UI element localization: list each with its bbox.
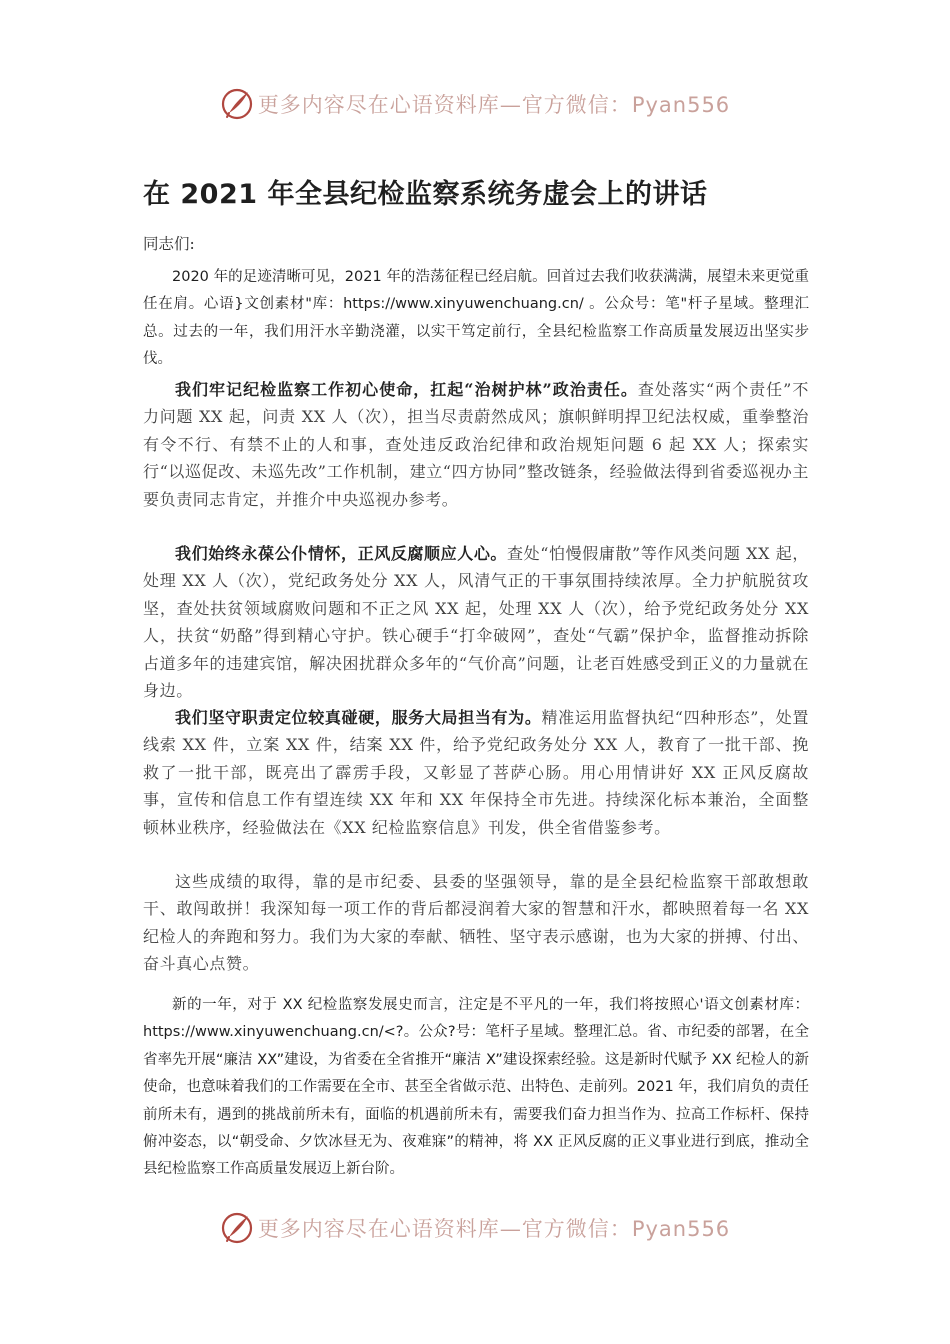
footer-banner — [0, 1206, 950, 1250]
paragraph-lead: 我们始终永葆公仆情怀，正风反腐顺应人心。 — [175, 544, 508, 563]
paragraph-text: 查处“怕慢假庸散”等作风类问题 XX 起，处理 XX 人（次），党纪政务处分 XX 人，风清气正的干事氛围持续浓厚。全力护航脱贫攻坚，查处扶贫领域腐败问题和不正之风 XX 起，处理 XX 人（次），给予党纪政务处分 XX 人，扶贫“奶酪”得到精心守护。铁心硬手“打伞破网”，查处“气霸”保护伞，监督推动拆除占道多年的违建宾馆，解决困扰群众多年的“气价高”问题，让老百姓感受到正义的力量就在身边。 — [143, 544, 809, 701]
paragraph — [143, 264, 809, 368]
greeting: 同志们: — [143, 235, 195, 253]
paragraph — [143, 868, 809, 980]
paragraph — [143, 992, 809, 1184]
banner-account: Pyan556 — [631, 93, 731, 117]
paragraph-text: 这些成绩的取得，靠的是市纪委、县委的坚强领导，靠的是全县纪检监察干部敢想敢干、敢闯敢拼！我深知每一项工作的背后都浸润着大家的智慧和汗水，都映照着每一名 XX 纪检人的奔跑和努力。我们为大家的奉献、牺牲、坚守表示感谢，也为大家的拼搏、付出、奋斗真心点赞。 — [143, 872, 809, 974]
quill-logo-icon — [220, 1211, 254, 1245]
paragraph-text: 2020 年的足迹清晰可见，2021 年的浩荡征程已经启航。回首过去我们收获满满，展望未来更觉重任在肩。心语}文创素材"库：https://www.xinyuwenchuang.cn/ 。公众号：笔"杆子星域。整理汇总。过去的一年，我们用汗水辛勤浇灌，以实干笃定前行，全县纪检监察工作高质量发展迈出坚实步伐。 — [143, 269, 809, 368]
document-body — [143, 264, 809, 1196]
banner-dash: — — [499, 93, 522, 117]
paragraph-lead: 我们坚守职责定位较真碰硬，服务大局担当有为。 — [175, 708, 542, 727]
banner-text — [258, 89, 730, 119]
paragraph — [143, 376, 809, 528]
banner-official-label: 官方微信： — [521, 1217, 632, 1241]
banner-main-text: 更多内容尽在心语资料库 — [257, 93, 500, 117]
banner-text — [258, 1213, 730, 1243]
banner-official-label: 官方微信： — [521, 93, 632, 117]
paragraph — [143, 540, 809, 701]
paragraph-text: 查处落实“两个责任”不力问题 XX 起，问责 XX 人（次），担当尽责蔚然成风；旗帜鲜明捍卫纪法权威，重拳整治有令不行、有禁不止的人和事，查处违反政治纪律和政治规矩问题 6 起 XX 人；探索实行“以巡促改、未巡先改”工作机制，建立“四方协同”整改链条，经验做法得到省委巡视办主要负责同志肯定，并推介中央巡视办参考。 — [143, 380, 809, 509]
quill-logo-icon — [220, 87, 254, 121]
document-title: 在 2021 年全县纪检监察系统务虚会上的讲话 — [143, 179, 708, 210]
paragraph — [143, 704, 809, 856]
paragraph-text: 新的一年，对于 XX 纪检监察发展史而言，注定是不平凡的一年，我们将按照心'语文创素材库：https://www.xinyuwenchuang.cn/<?。公众?号：笔杆子星域。整理汇总。省、市纪委的部署，在全省率先开展“廉洁 XX”建设，为省委在全省推开“廉洁 X”建设探索经验。这是新时代赋予 XX 纪检人的新使命，也意味着我们的工作需要在全市、甚至全省做示范、出特色、走前列。2021 年，我们肩负的责任前所未有，遇到的挑战前所未有，面临的机遇前所未有，需要我们奋力担当作为、拉高工作标杆、保持俯冲姿态，以“朝受命、夕饮冰昼无为、夜难寐”的精神，将 XX 正风反腐的正义事业进行到底，推动全县纪检监察工作高质量发展迈上新台阶。 — [143, 997, 809, 1178]
banner-account: Pyan556 — [631, 1217, 731, 1241]
banner-dash: — — [499, 1217, 522, 1241]
paragraph-lead: 我们牢记纪检监察工作初心使命，扛起“治树护林”政治责任。 — [175, 380, 638, 399]
paragraph-text: 精准运用监督执纪“四种形态”，处置线索 XX 件，立案 XX 件，结案 XX 件，给予党纪政务处分 XX 人，教育了一批干部、挽救了一批干部，既亮出了霹雳手段，又彰显了菩萨心肠。用心用情讲好 XX 正风反腐故事，宣传和信息工作有望连续 XX 年和 XX 年保持全市先进。持续深化标本兼治，全面整顿林业秩序，经验做法在《XX 纪检监察信息》刊发，供全省借鉴参考。 — [143, 708, 810, 837]
header-banner — [0, 82, 950, 126]
banner-main-text: 更多内容尽在心语资料库 — [257, 1217, 500, 1241]
